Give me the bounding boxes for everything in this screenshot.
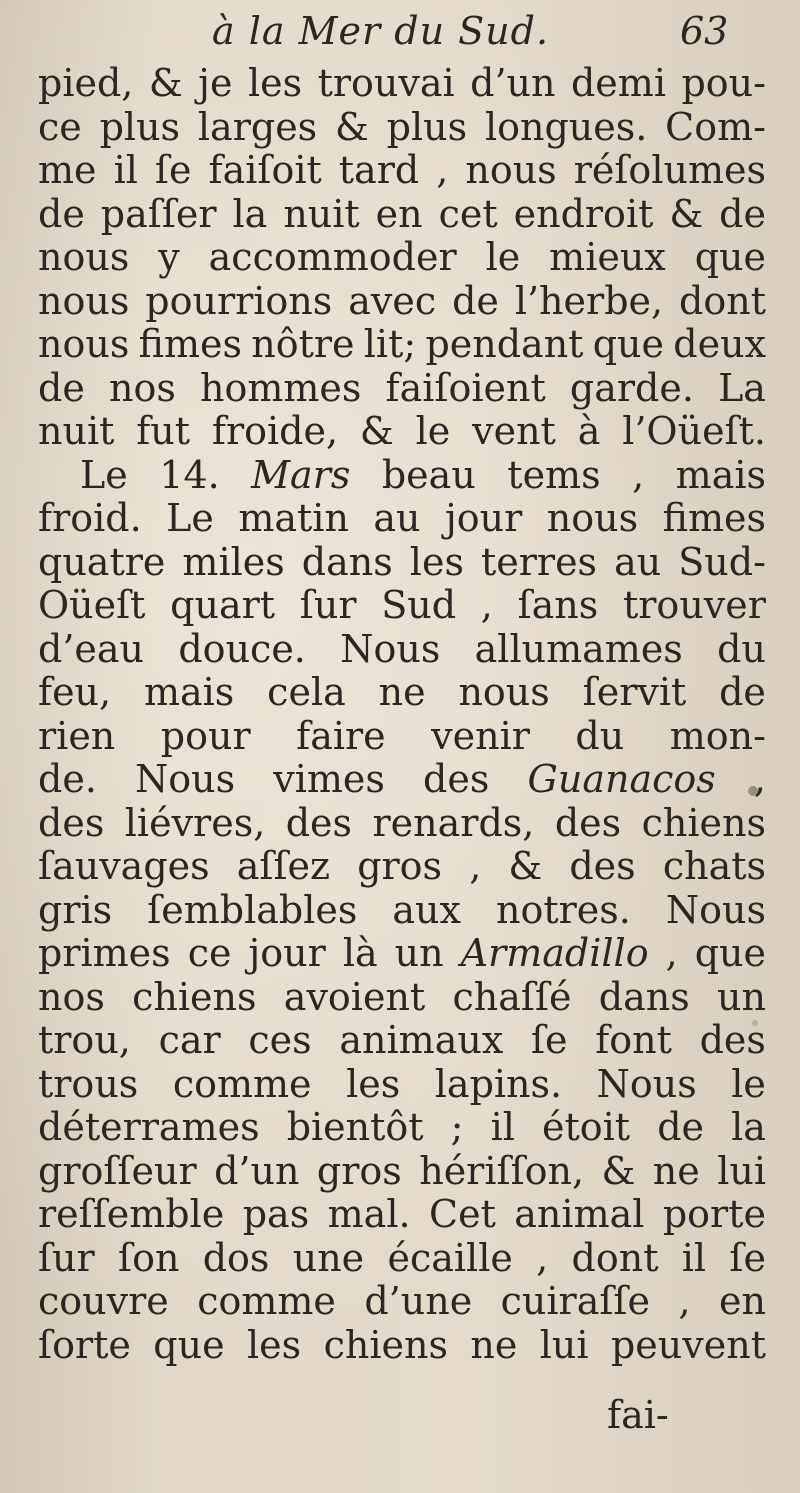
word: venir xyxy=(431,713,530,758)
word: Nous xyxy=(596,1061,697,1106)
text-line xyxy=(38,236,766,280)
word: accommoder xyxy=(208,235,457,279)
word: Le xyxy=(166,496,214,540)
word: , xyxy=(665,931,678,975)
word: , xyxy=(632,452,645,497)
word: Oüeſt xyxy=(38,583,146,627)
text-line xyxy=(38,410,766,454)
word: porte xyxy=(662,1192,766,1236)
word: allumames xyxy=(474,626,683,671)
ink-speck xyxy=(748,786,758,796)
word: que xyxy=(694,235,766,279)
word: mieux xyxy=(549,235,666,279)
word: matin xyxy=(238,496,349,540)
word: il xyxy=(113,148,138,192)
word: & xyxy=(148,61,183,105)
word: quatre xyxy=(38,539,166,584)
word: déterrames xyxy=(38,1105,260,1149)
word: d’un xyxy=(214,1148,300,1193)
word: de xyxy=(452,278,499,323)
word: , xyxy=(753,757,766,801)
word: & xyxy=(508,844,543,888)
word: des xyxy=(423,757,490,801)
word: Le xyxy=(80,452,128,497)
word: d’eau xyxy=(38,626,145,671)
word: en xyxy=(718,1279,766,1323)
word: couvre xyxy=(38,1279,169,1323)
word: notres. xyxy=(496,887,631,932)
word: fimes xyxy=(138,322,242,366)
word: je xyxy=(198,61,233,105)
word: chiens xyxy=(132,974,257,1019)
text-line xyxy=(38,497,766,541)
word: demi xyxy=(570,61,666,105)
word: animal xyxy=(514,1192,645,1236)
word: peuvent xyxy=(610,1322,766,1367)
word: 14. xyxy=(159,452,220,497)
word: le xyxy=(415,409,451,453)
word: le xyxy=(731,1061,766,1106)
word: gros xyxy=(357,844,443,888)
word: les xyxy=(247,61,303,105)
word: larges xyxy=(197,104,318,149)
word: fimes xyxy=(662,496,766,540)
word: hommes xyxy=(199,365,362,410)
word: comme xyxy=(172,1061,312,1106)
word: que xyxy=(592,322,665,366)
word: dont xyxy=(679,278,766,323)
word: que xyxy=(694,931,766,975)
text-line xyxy=(38,1324,766,1368)
word: là xyxy=(342,931,378,975)
word: pendant xyxy=(425,322,584,366)
word: , xyxy=(436,148,449,192)
word: les xyxy=(346,1061,401,1106)
text-line xyxy=(38,976,766,1020)
word: faiſoient xyxy=(385,365,546,410)
body-text xyxy=(38,62,766,1367)
word: pied, xyxy=(38,61,134,105)
word: paſſer xyxy=(100,191,217,236)
word: pou- xyxy=(681,61,766,105)
word: écaille xyxy=(387,1235,513,1280)
word: faiſoit xyxy=(208,148,322,192)
word: , xyxy=(469,844,482,888)
text-line xyxy=(38,1106,766,1150)
word: au xyxy=(373,496,421,540)
word: de. xyxy=(38,757,97,801)
word: de xyxy=(719,191,766,236)
word: ſe xyxy=(729,1235,766,1280)
word: jour xyxy=(248,931,326,975)
word: du xyxy=(717,626,766,671)
word: nous xyxy=(546,496,639,540)
word: à xyxy=(577,409,601,453)
word: chiens xyxy=(323,1322,448,1367)
word: mon- xyxy=(669,713,766,758)
word: me xyxy=(38,148,97,192)
word: ſon xyxy=(118,1235,180,1280)
word: ſorte xyxy=(38,1322,131,1367)
word: cet xyxy=(438,191,498,236)
word: chats xyxy=(662,844,766,888)
word: hériſſon, xyxy=(419,1148,585,1193)
word: réſolumes xyxy=(573,148,766,192)
text-line xyxy=(38,628,766,672)
word: la xyxy=(731,1105,766,1149)
text-line xyxy=(38,62,766,106)
word: Cet xyxy=(429,1192,496,1236)
word: endroit xyxy=(513,191,654,236)
text-line xyxy=(38,1019,766,1063)
text-line xyxy=(38,584,766,628)
word: ce xyxy=(38,104,82,149)
word: Sud xyxy=(381,583,457,627)
word: le xyxy=(485,235,521,279)
word: Com- xyxy=(665,104,766,149)
word: que xyxy=(153,1322,225,1367)
text-line xyxy=(38,671,766,715)
word: nuit xyxy=(38,409,115,453)
word: en xyxy=(375,191,423,236)
word: des xyxy=(699,1018,766,1062)
word: trou, xyxy=(38,1018,131,1062)
text-line xyxy=(38,758,766,802)
word: d’un xyxy=(470,61,556,105)
word: bientôt xyxy=(286,1105,424,1149)
word: rien xyxy=(38,713,116,758)
text-line xyxy=(38,1063,766,1107)
word: il xyxy=(681,1235,707,1280)
word: miles xyxy=(182,539,285,584)
word: étoit xyxy=(542,1105,631,1149)
word: des xyxy=(554,800,622,845)
text-line xyxy=(38,932,766,976)
word: nuit xyxy=(283,191,360,236)
word: mais xyxy=(675,452,766,497)
word: cuiraſſe xyxy=(500,1279,650,1323)
word: vimes xyxy=(273,757,385,801)
word: Nous xyxy=(340,626,441,671)
word: froide, xyxy=(211,409,339,453)
catchword: fai- xyxy=(607,1393,669,1437)
word: gris xyxy=(38,887,113,932)
word: ne xyxy=(378,670,426,714)
word: y xyxy=(158,235,180,279)
word: au xyxy=(614,539,662,584)
word: Armadillo xyxy=(460,931,649,975)
word: beau xyxy=(381,452,476,497)
word: la xyxy=(232,191,268,236)
word: ces xyxy=(248,1018,312,1062)
text-line xyxy=(38,367,766,411)
word: ſauvages xyxy=(38,844,210,888)
word: , xyxy=(678,1279,691,1323)
word: les xyxy=(409,539,464,584)
word: des xyxy=(285,800,353,845)
word: dans xyxy=(301,539,393,584)
word: nos xyxy=(108,365,176,410)
word: lui xyxy=(717,1148,766,1193)
word: ; xyxy=(450,1105,464,1149)
word: il xyxy=(490,1105,515,1149)
word: douce. xyxy=(178,626,306,671)
word: animaux xyxy=(339,1018,504,1062)
word: liévres, xyxy=(124,800,266,845)
word: pour xyxy=(160,713,251,758)
word: des xyxy=(569,844,636,888)
word: mais xyxy=(143,670,235,714)
word: trouvai xyxy=(317,61,455,105)
word: fut xyxy=(136,409,191,453)
word: d’une xyxy=(364,1279,473,1323)
text-line xyxy=(38,541,766,585)
word: Nous xyxy=(665,887,766,932)
word: longues. xyxy=(484,104,648,149)
word: primes xyxy=(38,931,171,975)
text-line xyxy=(38,193,766,237)
ink-speck xyxy=(752,1020,758,1026)
word: ſe xyxy=(530,1018,568,1062)
word: trouver xyxy=(623,583,766,627)
word: dans xyxy=(598,974,690,1019)
word: plus xyxy=(386,104,468,149)
word: vent xyxy=(472,409,556,453)
text-line xyxy=(38,106,766,150)
word: aſſez xyxy=(236,844,331,888)
word: nous xyxy=(465,148,557,192)
word: renards, xyxy=(372,800,535,845)
word: & xyxy=(669,191,704,236)
word: cela xyxy=(267,670,346,714)
text-line xyxy=(38,323,766,367)
word: Mars xyxy=(251,452,351,497)
word: & xyxy=(359,409,394,453)
word: , xyxy=(536,1235,549,1280)
word: comme xyxy=(197,1279,336,1323)
word: ſur xyxy=(38,1235,95,1280)
word: froid. xyxy=(38,496,142,540)
word: dont xyxy=(571,1235,659,1280)
page-number: 63 xyxy=(680,9,729,53)
word: des xyxy=(38,800,105,845)
word: pourrions xyxy=(145,278,333,323)
word: nous xyxy=(38,278,130,323)
text-line xyxy=(38,845,766,889)
text-line xyxy=(38,715,766,759)
word: ſemblables xyxy=(147,887,358,932)
word: plus xyxy=(99,104,181,149)
word: un xyxy=(394,931,444,975)
word: Nous xyxy=(135,757,236,801)
word: & xyxy=(335,104,369,149)
word: aux xyxy=(392,887,461,932)
word: nos xyxy=(38,974,105,1019)
text-line xyxy=(38,454,766,498)
word: terres xyxy=(480,539,598,584)
text-line xyxy=(38,1150,766,1194)
word: dos xyxy=(202,1235,270,1280)
word: ne xyxy=(652,1148,700,1193)
text-line xyxy=(38,280,766,324)
word: de xyxy=(38,365,85,410)
word: ſervit xyxy=(582,670,687,714)
running-head xyxy=(0,8,800,54)
word: gros xyxy=(316,1148,402,1193)
text-line xyxy=(38,149,766,193)
word: pas xyxy=(242,1192,310,1236)
word: lui xyxy=(539,1322,589,1367)
word: nôtre xyxy=(251,322,355,366)
word: Sud- xyxy=(678,539,766,584)
word: avec xyxy=(348,278,437,323)
word: l’herbe, xyxy=(514,278,664,323)
word: La xyxy=(718,365,766,410)
word: jour xyxy=(445,496,523,540)
word: ne xyxy=(470,1322,518,1367)
word: mal. xyxy=(327,1192,411,1236)
word: & xyxy=(601,1148,636,1193)
word: car xyxy=(158,1018,221,1062)
word: , xyxy=(480,583,493,627)
word: de xyxy=(719,670,766,714)
word: garde. xyxy=(569,365,694,410)
word: nous xyxy=(38,322,130,366)
word: ſe xyxy=(154,148,192,192)
word: nous xyxy=(458,670,550,714)
word: ſur xyxy=(299,583,357,627)
word: l’Oüeſt. xyxy=(622,409,766,453)
running-title: à la Mer du Sud. xyxy=(212,9,550,53)
word: lit; xyxy=(363,322,417,366)
word: tems xyxy=(507,452,601,497)
word: groſſeur xyxy=(38,1148,197,1193)
word: deux xyxy=(673,322,766,366)
word: chiens xyxy=(641,800,766,845)
word: de xyxy=(38,191,85,236)
word: lapins. xyxy=(434,1061,563,1106)
text-line xyxy=(38,1280,766,1324)
text-line xyxy=(38,1193,766,1237)
word: ſans xyxy=(517,583,599,627)
word: chaſſé xyxy=(452,974,572,1019)
word: nous xyxy=(38,235,130,279)
word: font xyxy=(595,1018,672,1062)
word: Guanacos xyxy=(527,757,716,801)
text-line xyxy=(38,802,766,846)
text-line xyxy=(38,889,766,933)
text-line xyxy=(38,1237,766,1281)
word: feu, xyxy=(38,670,112,714)
word: reſſemble xyxy=(38,1192,225,1236)
word: du xyxy=(575,713,625,758)
word: tard xyxy=(338,148,420,192)
word: de xyxy=(657,1105,705,1149)
word: une xyxy=(292,1235,365,1280)
word: les xyxy=(247,1322,302,1367)
word: avoient xyxy=(283,974,426,1019)
word: quart xyxy=(170,583,276,627)
word: ce xyxy=(187,931,232,975)
word: un xyxy=(717,974,766,1019)
word: trous xyxy=(38,1061,139,1106)
word: faire xyxy=(296,713,386,758)
